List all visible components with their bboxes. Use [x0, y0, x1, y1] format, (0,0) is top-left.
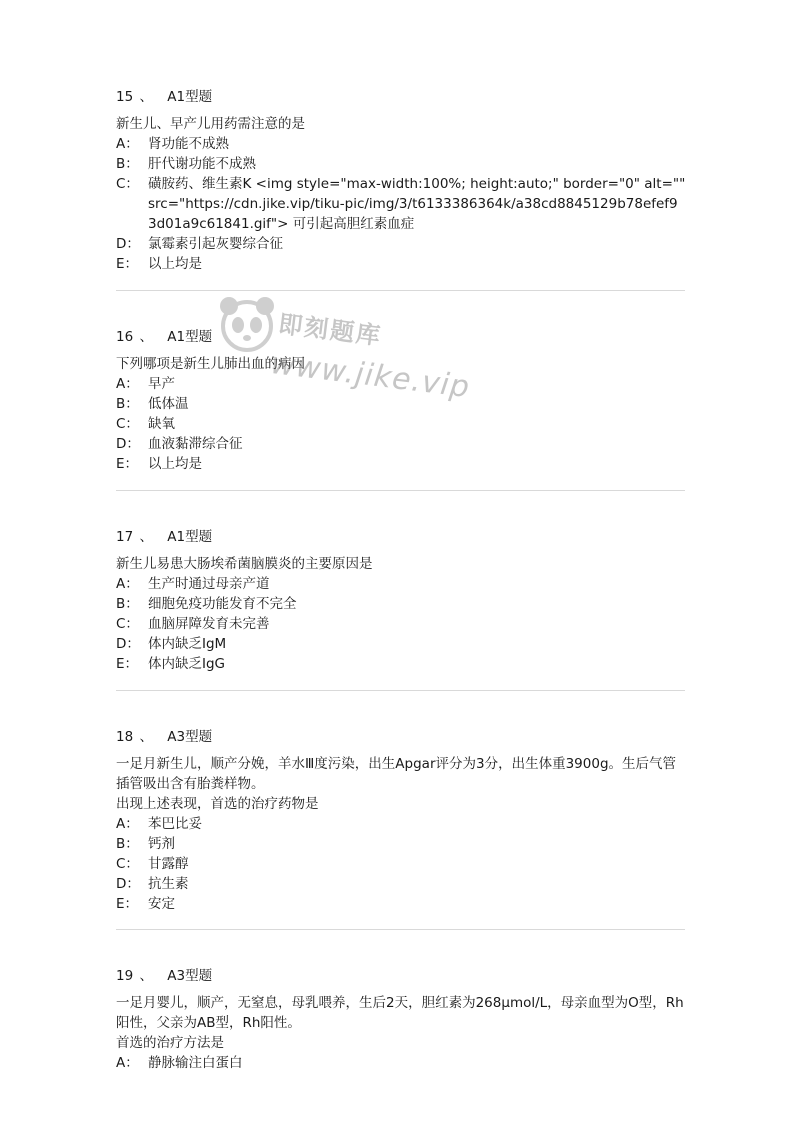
watermark-brand: 即刻题库 [276, 309, 384, 351]
option-a [116, 574, 686, 594]
question-header [116, 527, 686, 547]
option-text: 安定 [148, 896, 175, 912]
question-stem: 新生儿、早产儿用药需注意的是 [116, 116, 305, 132]
option-letter: A： [116, 136, 139, 152]
divider [116, 490, 685, 491]
question-number: 19 [116, 968, 134, 984]
question-type: A1型题 [167, 89, 213, 105]
option-a [116, 374, 686, 394]
divider [116, 929, 685, 930]
option-c [116, 614, 686, 634]
option-e [116, 454, 686, 474]
question-separator: 、 [139, 729, 153, 745]
option-text: 血脑屏障发育未完善 [148, 616, 270, 632]
option-b [116, 394, 686, 414]
option-text: 甘露醇 [148, 856, 189, 872]
option-e [116, 654, 686, 674]
question-separator: 、 [139, 329, 153, 345]
option-letter: B： [116, 836, 139, 852]
question-stem: 新生儿易患大肠埃希菌脑膜炎的主要原因是 [116, 556, 373, 572]
option-c [116, 414, 686, 434]
watermark-url: www.jike.vip [268, 346, 472, 406]
option-letter: E： [116, 656, 139, 672]
option-d [116, 634, 686, 654]
option-text: 钙剂 [148, 836, 175, 852]
question-header [116, 327, 686, 347]
option-text: 缺氧 [148, 416, 175, 432]
question-type: A1型题 [167, 529, 213, 545]
divider [116, 290, 685, 291]
question-type: A1型题 [167, 329, 213, 345]
option-text: 磺胺药、维生素K <img style="max-width:100%; height:auto;" border="0" alt="" src="https://cdn.jike.vip/tiku-pic/img/3/t6133386364k/a38cd8845129b78efef93d01a9c61841.gif"> 可引起高胆红素血症 [148, 176, 686, 232]
option-letter: A： [116, 376, 139, 392]
question-prompt: 首选的治疗方法是 [116, 1035, 224, 1051]
question-header [116, 727, 686, 747]
question-number: 18 [116, 729, 134, 745]
option-text: 抗生素 [148, 876, 189, 892]
option-e [116, 254, 686, 274]
option-b [116, 594, 686, 614]
question-type: A3型题 [167, 729, 213, 745]
option-letter: D： [116, 876, 140, 892]
option-b [116, 834, 686, 854]
option-d [116, 874, 686, 894]
option-e [116, 894, 686, 914]
question-separator: 、 [139, 968, 153, 984]
option-a [116, 1053, 686, 1073]
question-prompt: 出现上述表现，首选的治疗药物是 [116, 796, 319, 812]
option-letter: E： [116, 456, 139, 472]
option-text: 体内缺乏IgM [148, 636, 227, 652]
option-d [116, 434, 686, 454]
option-text: 以上均是 [148, 256, 202, 272]
option-text: 体内缺乏IgG [148, 656, 226, 672]
option-text: 血液黏滞综合征 [148, 436, 243, 452]
option-letter: C： [116, 616, 139, 632]
option-letter: A： [116, 576, 139, 592]
question-separator: 、 [139, 529, 153, 545]
option-text: 氯霉素引起灰婴综合征 [148, 236, 283, 252]
option-letter: D： [116, 436, 140, 452]
question-19 [116, 966, 686, 1073]
option-letter: B： [116, 156, 139, 172]
divider [116, 690, 685, 691]
question-header [116, 87, 686, 107]
option-text: 低体温 [148, 396, 189, 412]
option-text: 早产 [148, 376, 175, 392]
question-stem: 一足月婴儿，顺产，无窒息，母乳喂养，生后2天，胆红素为268μmol/L，母亲血型为O型，Rh阳性，父亲为AB型，Rh阳性。 [116, 995, 684, 1031]
option-letter: D： [116, 236, 140, 252]
option-text: 苯巴比妥 [148, 816, 202, 832]
option-letter: C： [116, 856, 139, 872]
option-letter: C： [116, 416, 139, 432]
question-16 [116, 327, 686, 474]
option-letter: A： [116, 1055, 139, 1071]
option-letter: C： [116, 176, 139, 192]
option-letter: A： [116, 816, 139, 832]
option-letter: D： [116, 636, 140, 652]
option-text: 生产时通过母亲产道 [148, 576, 270, 592]
option-text: 静脉输注白蛋白 [148, 1055, 243, 1071]
question-separator: 、 [139, 89, 153, 105]
question-17 [116, 527, 686, 674]
option-a [116, 134, 686, 154]
option-c [116, 174, 686, 234]
question-type: A3型题 [167, 968, 213, 984]
option-letter: B： [116, 396, 139, 412]
option-text: 细胞免疫功能发育不完全 [148, 596, 297, 612]
option-d [116, 234, 686, 254]
option-b [116, 154, 686, 174]
option-letter: E： [116, 896, 139, 912]
option-text: 以上均是 [148, 456, 202, 472]
option-a [116, 814, 686, 834]
question-18 [116, 727, 686, 914]
option-text: 肝代谢功能不成熟 [148, 156, 256, 172]
option-letter: B： [116, 596, 139, 612]
option-c [116, 854, 686, 874]
question-15 [116, 87, 686, 274]
option-letter: E： [116, 256, 139, 272]
question-header [116, 966, 686, 986]
question-stem: 一足月新生儿，顺产分娩，羊水Ⅲ度污染，出生Apgar评分为3分，出生体重3900g。生后气管插管吸出含有胎粪样物。 [116, 756, 677, 792]
question-number: 15 [116, 89, 134, 105]
question-number: 16 [116, 329, 134, 345]
option-text: 肾功能不成熟 [148, 136, 229, 152]
question-number: 17 [116, 529, 134, 545]
question-stem: 下列哪项是新生儿肺出血的病因 [116, 356, 305, 372]
